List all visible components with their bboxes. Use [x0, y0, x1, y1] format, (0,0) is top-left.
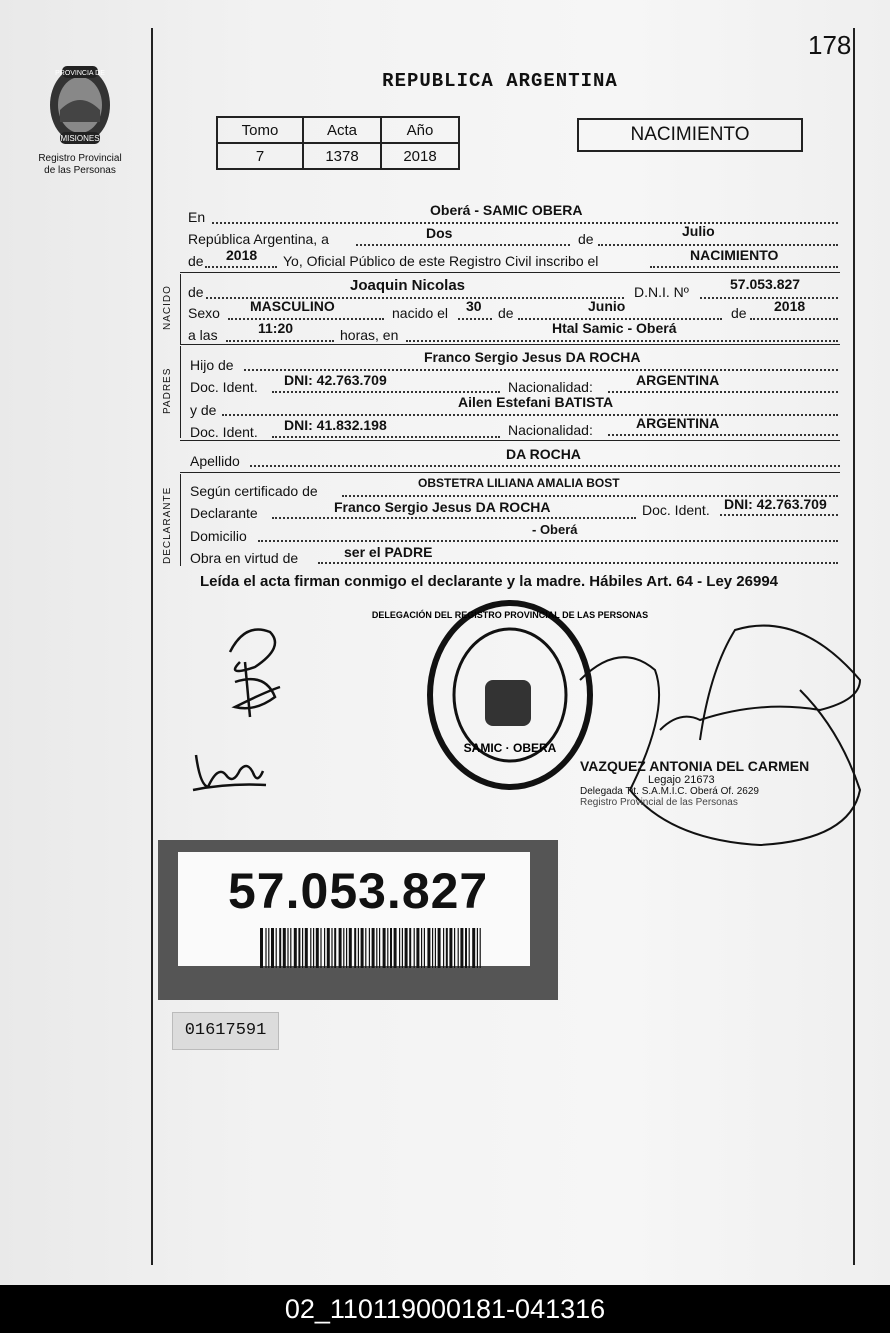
signature-madre: [188, 745, 268, 795]
dotted-line: [250, 465, 840, 467]
barcode-bar: [443, 928, 444, 968]
signature-official: [560, 590, 865, 860]
section-separator: [180, 344, 840, 345]
barcode-bar: [379, 928, 380, 968]
dni-label-card: [158, 840, 558, 1000]
section-separator: [180, 472, 840, 473]
en-label: En: [188, 209, 206, 225]
official-role: Delegada Tit. S.A.M.I.C. Oberá Of. 2629: [580, 786, 759, 797]
horas-label: horas, en: [340, 327, 399, 343]
header-tomo: Tomo: [217, 117, 303, 143]
barcode-bar: [320, 928, 321, 968]
obra-value: ser el PADRE: [344, 544, 433, 560]
child-name-value: Joaquin Nicolas: [350, 277, 466, 294]
barcode-bar: [449, 928, 452, 968]
barcode-bar: [283, 928, 286, 968]
yde-label: y de: [190, 402, 217, 418]
barcode-bar: [276, 928, 277, 968]
inscribo-value: NACIMIENTO: [690, 247, 779, 263]
mother-nac-label: Nacionalidad:: [508, 422, 593, 438]
de-label: de: [578, 231, 594, 247]
barcode-bar: [290, 928, 291, 968]
official-office: Registro Provincial de las Personas: [580, 797, 738, 808]
dotted-line: [650, 266, 838, 268]
dotted-line: [228, 318, 384, 320]
barcode-bar: [268, 928, 269, 968]
barcode-bar: [387, 928, 388, 968]
dni-number: 57.053.827: [228, 863, 489, 919]
oficial-text: Yo, Oficial Público de este Registro Civil inscribo el: [283, 253, 599, 269]
cert-value: OBSTETRA LILIANA AMALIA BOST: [418, 476, 620, 490]
barcode-bar: [458, 928, 459, 968]
dotted-line: [272, 517, 636, 519]
dotted-line: [608, 391, 838, 393]
footer-code: 02_110119000181-041316: [0, 1285, 890, 1333]
logo-caption: Registro Provincial de las Personas: [38, 153, 122, 176]
barcode-bar: [316, 928, 319, 968]
section-bracket: [180, 474, 181, 566]
birth-day-value: 30: [466, 298, 482, 314]
barcode-bar: [394, 928, 397, 968]
section-bracket: [180, 274, 181, 344]
barcode-bar: [346, 928, 347, 968]
barcode-bar: [472, 928, 475, 968]
sexo-value: MASCULINO: [250, 298, 335, 314]
left-margin-rule: [151, 28, 153, 1265]
dotted-line: [244, 369, 838, 371]
declarante-doc-label: Doc. Ident.: [642, 502, 710, 518]
section-bracket: [180, 346, 181, 438]
barcode: [260, 928, 482, 968]
section-separator: [180, 440, 840, 441]
mother-doc-value: DNI: 41.832.198: [284, 417, 387, 433]
declarante-label: Declarante: [190, 505, 258, 521]
province-seal-logo: [40, 60, 120, 150]
day-value: Dos: [426, 225, 453, 241]
document-title: REPUBLICA ARGENTINA: [382, 70, 618, 92]
signature-declarante: [215, 622, 295, 722]
barcode-bar: [349, 928, 352, 968]
barcode-bar: [369, 928, 370, 968]
dotted-line: [318, 562, 838, 564]
month-value: Julio: [682, 223, 715, 239]
barcode-bar: [279, 928, 281, 968]
dotted-line: [205, 266, 277, 268]
dotted-line: [272, 436, 500, 438]
header-acta: Acta: [303, 117, 381, 143]
barcode-bar: [402, 928, 403, 968]
dotted-line: [406, 340, 838, 342]
svg-text:DELEGACIÓN DEL REGISTRO PROVIN: DELEGACIÓN DEL REGISTRO PROVINCIAL DE LAS PERSONAS: [371, 610, 649, 620]
birth-year-value: 2018: [774, 298, 806, 314]
barcode-bar: [265, 928, 266, 968]
nacido-de-label: de: [188, 284, 204, 300]
dotted-line: [258, 540, 838, 542]
birth-month-value: Junio: [588, 298, 626, 314]
barcode-bar: [294, 928, 297, 968]
barcode-bar: [477, 928, 478, 968]
official-legajo: Legajo 21673: [648, 774, 715, 786]
section-separator: [180, 272, 840, 273]
barcode-bar: [271, 928, 274, 968]
barcode-bar: [409, 928, 411, 968]
dni-label: D.N.I. Nº: [634, 284, 689, 300]
page-number: 178: [808, 30, 852, 60]
nacido-section-label: NACIDO: [162, 285, 173, 330]
declarante-value: Franco Sergio Jesus DA ROCHA: [334, 499, 551, 515]
barcode-bar: [399, 928, 400, 968]
mother-name-value: Ailen Estefani BATISTA: [458, 394, 614, 410]
barcode-bar: [435, 928, 436, 968]
en-value: Oberá - SAMIC OBERA: [430, 202, 583, 218]
domicilio-value: - Oberá: [532, 522, 578, 537]
barcode-bar: [324, 928, 325, 968]
father-doc-value: DNI: 42.763.709: [284, 372, 387, 388]
barcode-bar: [383, 928, 386, 968]
birth-time-value: 11:20: [258, 320, 294, 336]
barcode-bar: [469, 928, 470, 968]
barcode-bar: [327, 928, 330, 968]
value-ano: 2018: [381, 143, 459, 169]
dotted-line: [720, 514, 838, 516]
barcode-bar: [427, 928, 430, 968]
barcode-bar: [313, 928, 314, 968]
value-acta: 1378: [303, 143, 381, 169]
barcode-bar: [414, 928, 415, 968]
cert-label: Según certificado de: [190, 483, 318, 499]
declarante-doc-value: DNI: 42.763.709: [724, 496, 827, 512]
official-name: VAZQUEZ ANTONIA DEL CARMEN: [580, 758, 810, 774]
barcode-bar: [446, 928, 448, 968]
de-label: de: [731, 305, 747, 321]
barcode-bar: [438, 928, 441, 968]
barcode-bar: [465, 928, 467, 968]
barcode-bar: [424, 928, 425, 968]
nacido-el-label: nacido el: [392, 305, 449, 321]
mother-doc-label: Doc. Ident.: [190, 424, 258, 440]
barcode-bar: [361, 928, 364, 968]
barcode-bar: [390, 928, 392, 968]
dotted-line: [212, 222, 838, 224]
apellido-value: DA ROCHA: [506, 446, 581, 462]
barcode-bar: [376, 928, 377, 968]
hijo-label: Hijo de: [190, 357, 234, 373]
dotted-line: [356, 244, 570, 246]
barcode-bar: [331, 928, 332, 968]
official-stamp-text: [580, 758, 820, 808]
barcode-bar: [305, 928, 308, 968]
svg-text:MISIONES: MISIONES: [60, 134, 100, 143]
domicilio-label: Domicilio: [190, 528, 247, 544]
dotted-line: [272, 391, 500, 393]
record-type-box: NACIMIENTO: [577, 118, 803, 152]
dni-label-inner: [178, 852, 530, 966]
barcode-bar: [339, 928, 342, 968]
svg-text:PROVINCIA DE: PROVINCIA DE: [55, 70, 105, 77]
father-doc-label: Doc. Ident.: [190, 379, 258, 395]
barcode-bar: [287, 928, 288, 968]
barcode-bar: [460, 928, 463, 968]
barcode-bar: [302, 928, 303, 968]
declarante-section-label: DECLARANTE: [162, 486, 173, 564]
header-ano: Año: [381, 117, 459, 143]
father-nac-label: Nacionalidad:: [508, 379, 593, 395]
svg-text:SAMIC · OBERA: SAMIC · OBERA: [463, 741, 557, 755]
value-tomo: 7: [217, 143, 303, 169]
mother-nac-value: ARGENTINA: [636, 415, 720, 431]
alas-label: a las: [188, 327, 218, 343]
barcode-bar: [480, 928, 481, 968]
barcode-bar: [334, 928, 336, 968]
birth-place-value: Htal Samic - Oberá: [552, 320, 677, 336]
obra-label: Obra en virtud de: [190, 550, 299, 566]
dotted-line: [226, 340, 334, 342]
dotted-line: [222, 414, 838, 416]
barcode-bar: [372, 928, 375, 968]
child-dni-value: 57.053.827: [730, 276, 801, 292]
republica-label: República Argentina, a: [188, 231, 329, 247]
barcode-bar: [405, 928, 408, 968]
barcode-bar: [343, 928, 344, 968]
barcode-bar: [421, 928, 422, 968]
dotted-line: [700, 297, 838, 299]
barcode-bar: [310, 928, 311, 968]
record-table: [216, 116, 460, 170]
barcode-bar: [365, 928, 366, 968]
barcode-bar: [298, 928, 300, 968]
de2-label: de: [188, 253, 204, 269]
barcode-bar: [358, 928, 359, 968]
barcode-bar: [354, 928, 356, 968]
dotted-line: [608, 434, 838, 436]
de-label: de: [498, 305, 514, 321]
apellido-label: Apellido: [190, 453, 240, 469]
father-nac-value: ARGENTINA: [636, 372, 720, 388]
serial-number: 01617591: [172, 1012, 279, 1050]
barcode-bar: [260, 928, 263, 968]
sexo-label: Sexo: [188, 305, 220, 321]
barcode-bar: [454, 928, 455, 968]
dotted-line: [458, 318, 492, 320]
legal-text: Leída el acta firman conmigo el declarante y la madre. Hábiles Art. 64 - Ley 26994: [200, 573, 779, 590]
barcode-bar: [432, 928, 433, 968]
year-value: 2018: [226, 247, 258, 263]
dotted-line: [750, 318, 838, 320]
dotted-line: [598, 244, 838, 246]
padres-section-label: PADRES: [162, 367, 173, 414]
barcode-bar: [416, 928, 419, 968]
father-name-value: Franco Sergio Jesus DA ROCHA: [424, 349, 641, 365]
